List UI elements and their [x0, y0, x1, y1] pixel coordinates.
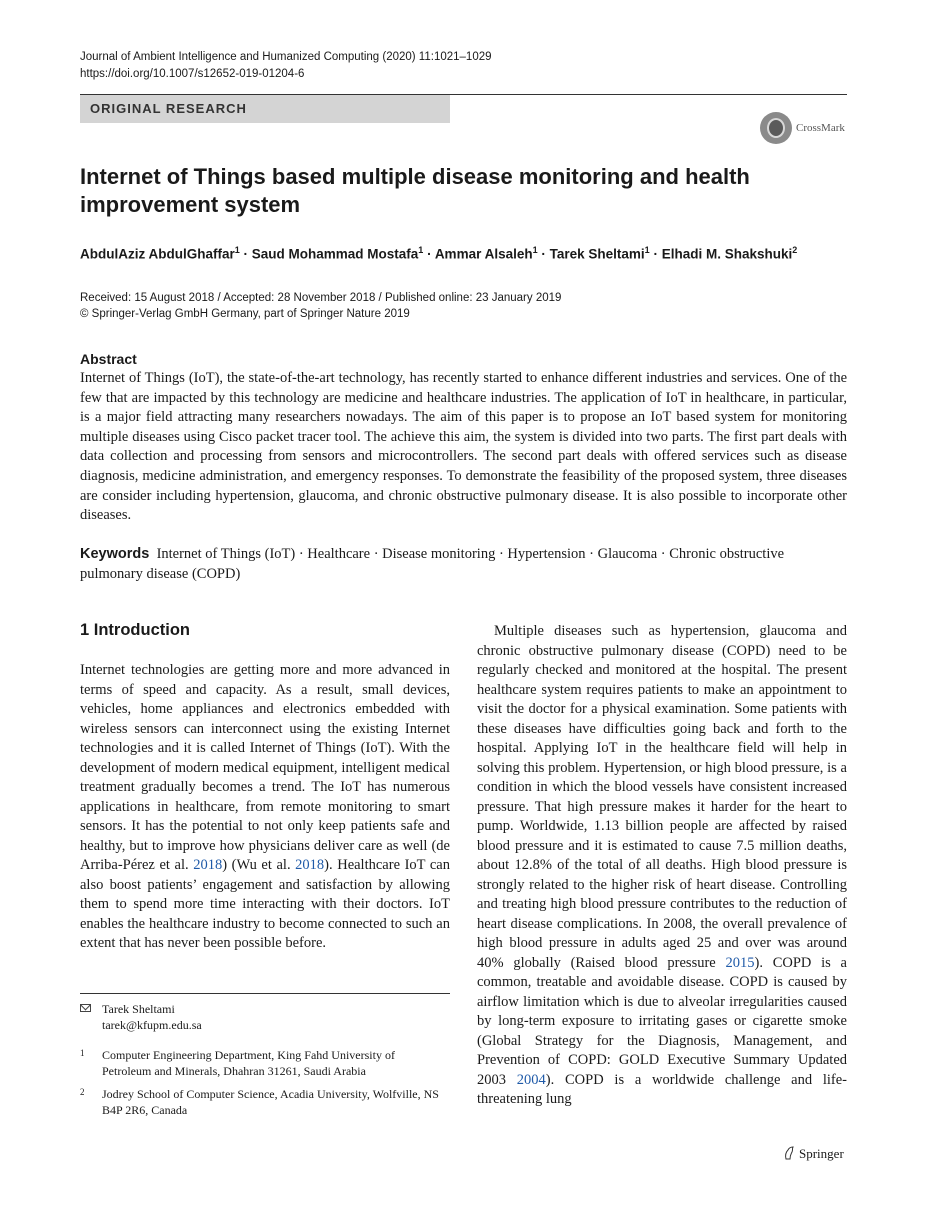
publication-dates: Received: 15 August 2018 / Accepted: 28 November 2018 / Published online: 23 January 2019 — [80, 292, 562, 304]
affiliation-marker: 1 — [532, 245, 538, 255]
paragraph-text: Internet technologies are getting more and more advanced in terms of speed and capacity. As a result, small devices, vehicles, home appliances and electronics embedded with wireless sensors can interconnect using the existing Internet technologies and it is called Internet of Things (IoT). With the development of modern medical equipment, intelligent medical treatment gradually becomes a trend. The IoT has numerous applications in healthcare, from remote monitoring to smart sensors. It has the potential to not only keep patients safe and healthy, but to improve how physicians deliver care as well (de Arriba-Pérez et al. — [80, 662, 450, 873]
article-title: Internet of Things based multiple disease monitoring and health improvement system — [80, 164, 750, 217]
affiliation-1 — [80, 1047, 450, 1081]
publisher-mark — [783, 1146, 844, 1162]
corresponding-email[interactable]: tarek@kfupm.edu.sa — [102, 1018, 202, 1032]
author-name[interactable]: Tarek Sheltami — [549, 246, 645, 262]
citation-link[interactable]: 2018 — [295, 857, 325, 873]
journal-citation: Journal of Ambient Intelligence and Humanized Computing (2020) 11:1021–1029 — [80, 51, 492, 63]
paragraph-text: ). COPD is a common, treatable and avoidable disease. COPD is caused by airflow limitation which is due to alveolar irregularities caused by long-term exposure to irritating gases or cigarette smoke (Global Strategy for the Diagnosis, Management, and Prevention of COPD: GOLD Executive Summary Updated 2003 — [477, 954, 847, 1088]
affiliation-marker: 1 — [418, 245, 424, 255]
keywords-label: Keywords — [80, 546, 150, 562]
corresponding-name: Tarek Sheltami — [102, 1002, 175, 1016]
citation-link[interactable]: 2018 — [193, 857, 223, 873]
author-name[interactable]: AbdulAziz AbdulGhaffar — [80, 246, 235, 262]
abstract-text: Internet of Things (IoT), the state-of-the-art technology, has recently started to enhance different industries and services. One of the few that are impacted by this technology are medicine and healthcare industries. The application of IoT in healthcare, in particular, is a major field attracting many researchers nowadays. The aim of this paper is to propose an IoT based system for monitoring multiple diseases using Cisco packet tracer tool. The achieve this aim, the system is divided into two parts. The first part deals with data collection and processing from sensors and microcontrollers. The second part deals with offered services such as disease diagnosis, medicine administration, and emergency responses. To demonstrate the feasibility of the proposed system, three diseases are consider including hypertension, glaucoma, and chronic obstructive pulmonary disease. It is also possible to incorporate other diseases. — [80, 370, 847, 524]
crossmark-badge[interactable] — [760, 112, 850, 146]
footnote-rule — [80, 993, 450, 994]
abstract-heading: Abstract — [80, 351, 137, 367]
crossmark-label: CrossMark — [796, 122, 845, 134]
affiliation-number: 1 — [80, 1048, 85, 1058]
affiliation-marker: 1 — [644, 245, 650, 255]
author-name[interactable]: Saud Mohammad Mostafa — [251, 246, 419, 262]
intro-column-right — [477, 622, 847, 1110]
affiliation-text: Jodrey School of Computer Science, Acadia University, Wolfville, NS B4P 2R6, Canada — [102, 1087, 439, 1117]
author-name[interactable]: Elhadi M. Shakshuki — [661, 246, 793, 262]
paragraph-text: Multiple diseases such as hypertension, glaucoma and chronic obstructive pulmonary disease (COPD) need to be regularly checked and monitored at the hospital. The present healthcare system requires patients to make an appointment to visit the doctor for a physical examination. Some patients with these diseases have difficulties going back and forth to the hospital. Applying IoT in the healthcare field will help in solving this problem. Hypertension, or high blood pressure, is a condition in which the blood vessels have consistent increased pressure. That high pressure makes it harder for the heart to pump. Worldwide, 1.13 billion people are affected by raised blood pressure and it is estimated to cause 7.5 million deaths, about 12.8% of the total of all deaths. High blood pressure is strongly related to the higher risk of heart disease. Controlling and treating high blood pressure contributes to the reduction of heart disease complications. In 2008, the overall prevalence of high blood pressure in adults aged 25 and over was around 40% globally (Raised blood pressure — [477, 623, 847, 971]
affiliation-marker: 2 — [792, 245, 798, 255]
springer-horse-icon — [783, 1146, 795, 1160]
affiliation-text: Computer Engineering Department, King Fahd University of Petroleum and Minerals, Dhahran 31261, Saudi Arabia — [102, 1048, 395, 1078]
paragraph-text: ) (Wu et al. — [222, 857, 296, 873]
affiliation-2 — [80, 1086, 450, 1120]
author-list: AbdulAziz AbdulGhaffar$^1$ · Saud Mohammad Mostafa$^1$ · Ammar Alsaleh$^1$ · Tarek Sheltami$^1$ · Elhadi M. Shakshuki$^2$ — [80, 245, 798, 262]
corresponding-author — [80, 1001, 450, 1033]
keywords-block — [80, 545, 847, 584]
envelope-icon — [80, 1004, 91, 1012]
paragraph-text: ). COPD is a worldwide challenge and life-threatening lung — [477, 1071, 848, 1107]
intro-column-left — [80, 661, 450, 954]
paragraph-text: ). Healthcare IoT can also boost patients’ engagement and satisfaction by allowing them to spend more time interacting with their doctors. IoT enables the healthcare industry to become connected to such an extent that has never been possible before. — [80, 857, 450, 951]
author-name[interactable]: Ammar Alsaleh — [434, 246, 533, 262]
affiliation-number: 2 — [80, 1087, 85, 1097]
doi-link[interactable]: https://doi.org/10.1007/s12652-019-01204-6 — [80, 68, 305, 80]
section-heading-introduction: 1 Introduction — [80, 621, 190, 639]
citation-link[interactable]: 2004 — [516, 1071, 546, 1088]
crossmark-icon — [760, 112, 792, 144]
citation-link[interactable]: 2015 — [725, 954, 755, 971]
section-label: ORIGINAL RESEARCH — [90, 101, 247, 116]
affiliation-marker: 1 — [234, 245, 240, 255]
keywords-text: Internet of Things (IoT) · Healthcare · Disease monitoring · Hypertension · Glaucoma · Chronic obstructive pulmonary disease (COPD) — [80, 546, 785, 582]
publisher-name: Springer — [799, 1146, 844, 1161]
copyright-notice: © Springer-Verlag GmbH Germany, part of Springer Nature 2019 — [80, 308, 410, 320]
